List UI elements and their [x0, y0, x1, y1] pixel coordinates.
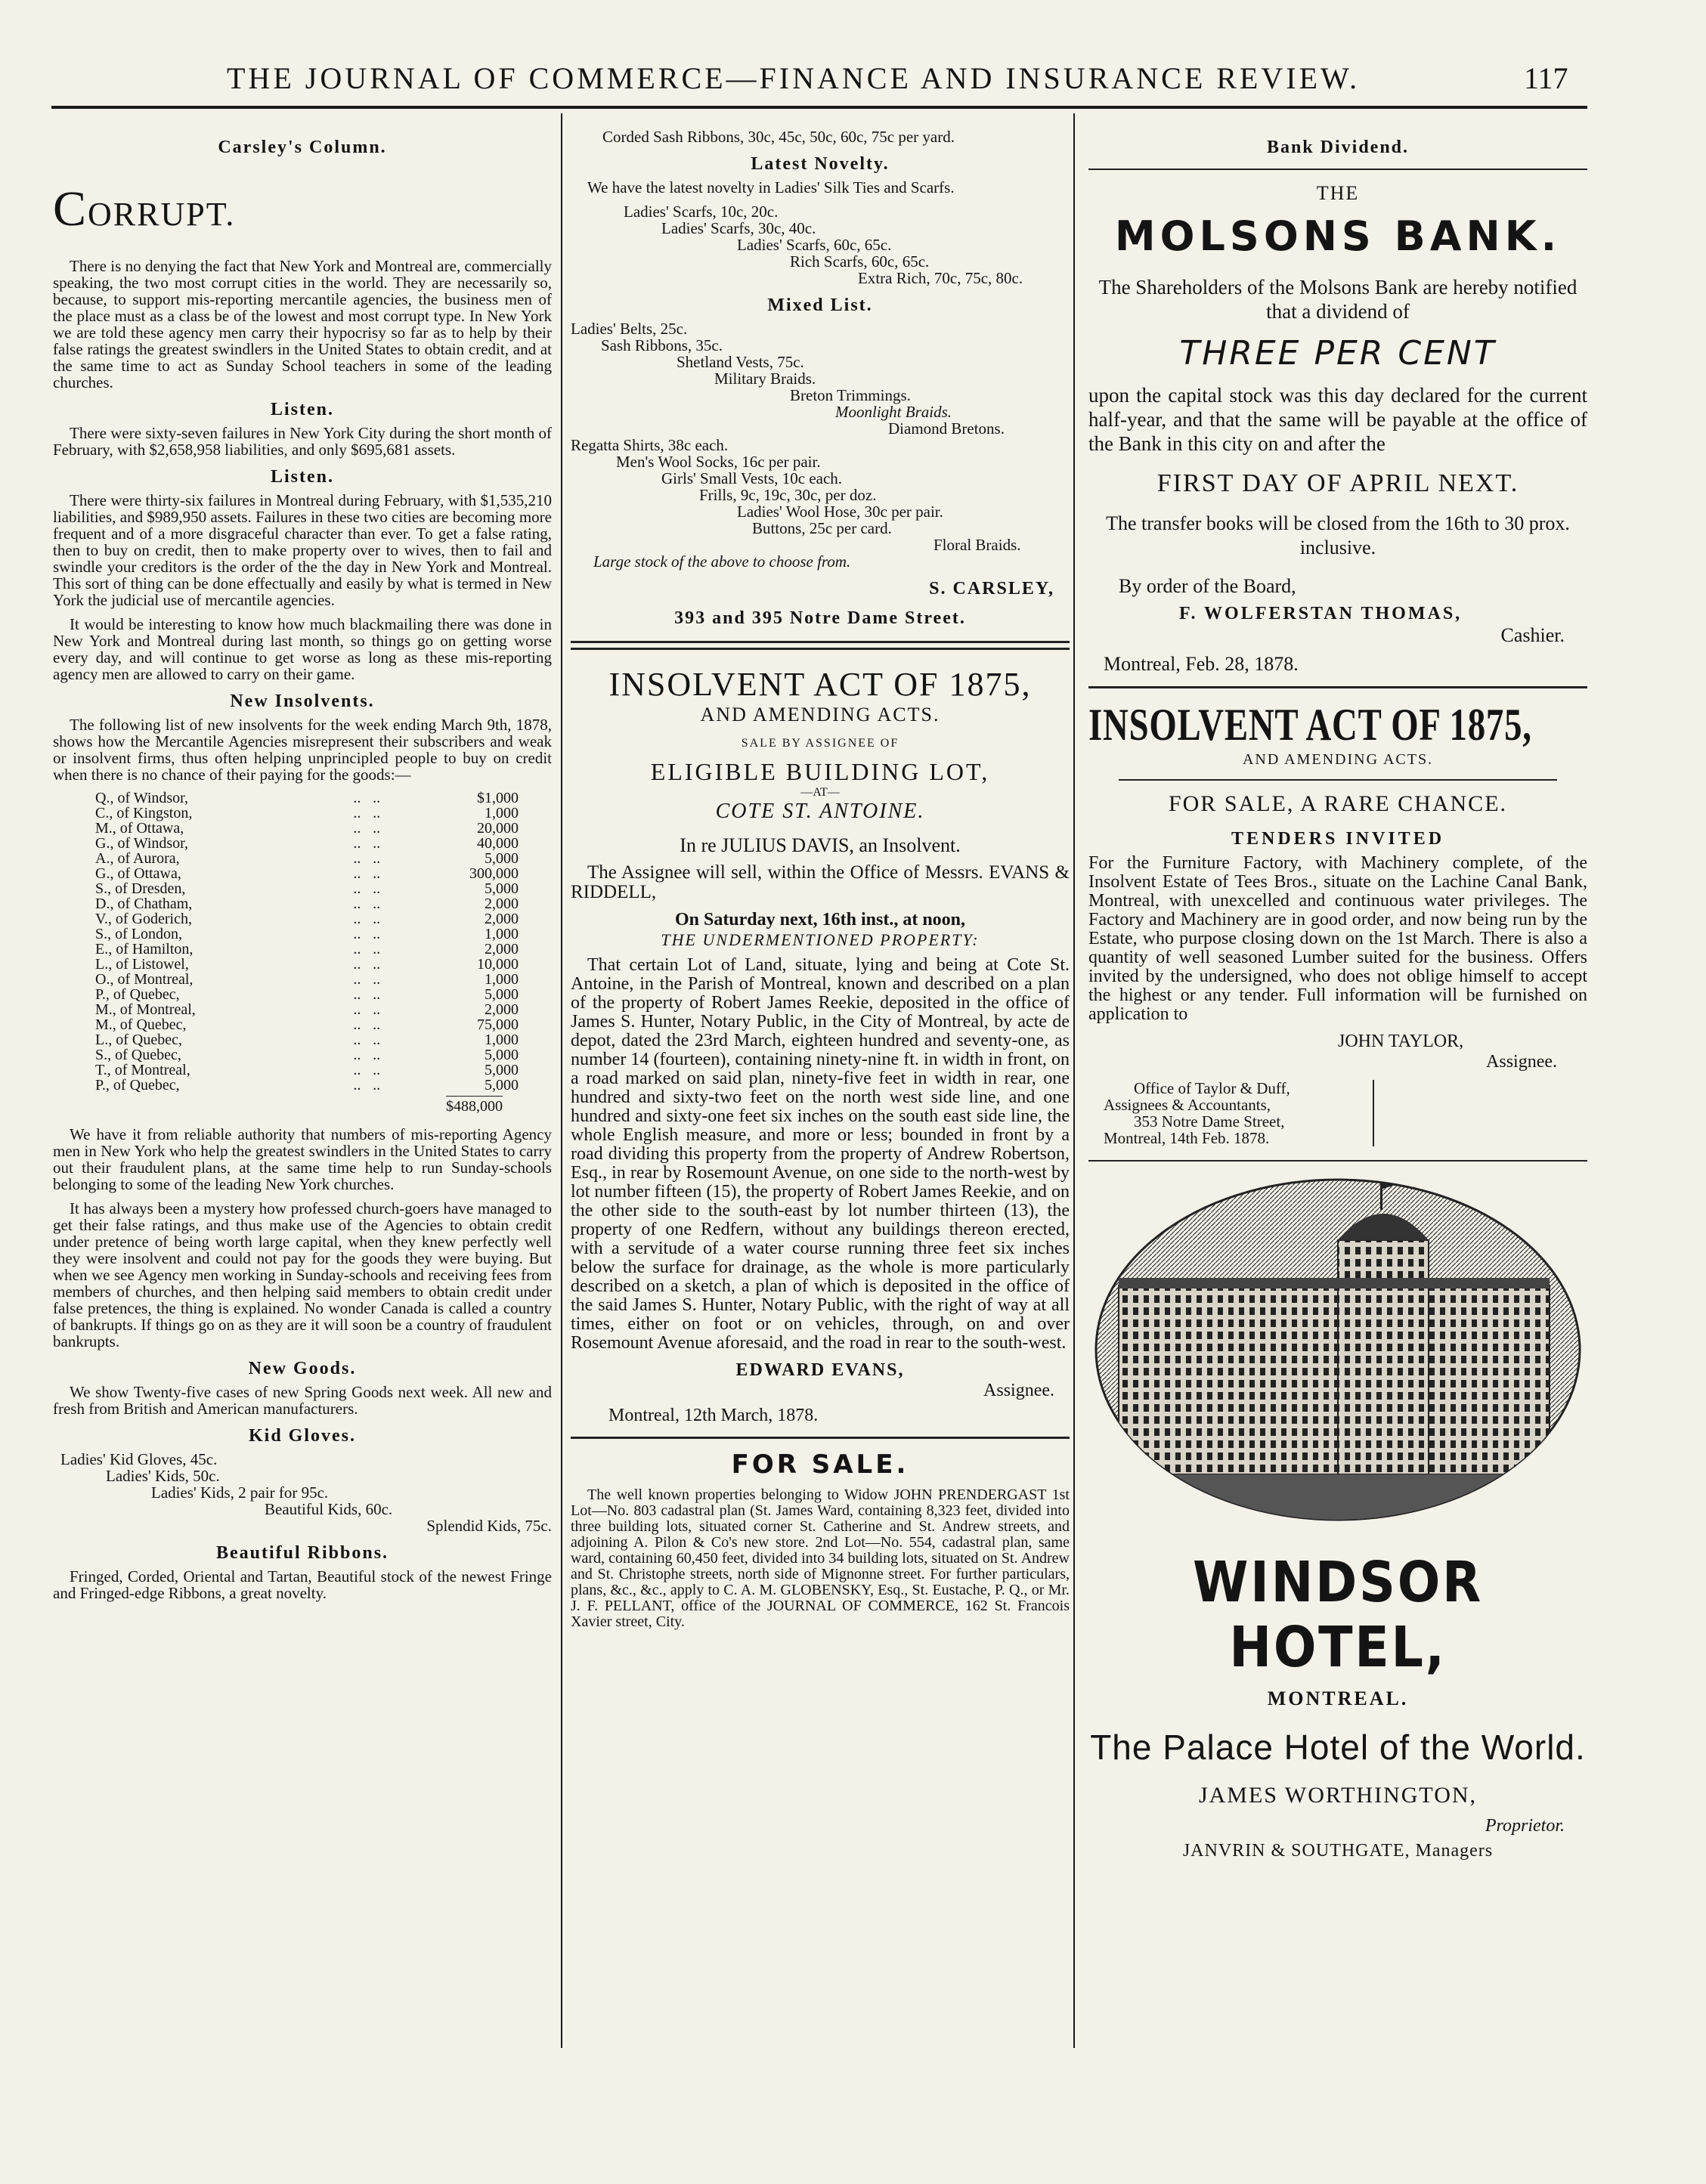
- insolvent-name: S., of Dresden,: [95, 880, 186, 897]
- insolvent-row: [95, 911, 519, 926]
- montreal-label: MONTREAL.: [1267, 1687, 1409, 1709]
- corded-ribbons: Corded Sash Ribbons, 30c, 45c, 50c, 60c, 75c per yard.: [602, 128, 955, 146]
- insolvent-act-title-right: INSOLVENT ACT OF 1875,: [1088, 700, 1532, 750]
- insolvent-name: O., of Montreal,: [95, 971, 194, 988]
- corrupt-paragraph: There is no denying the fact that New York and Montreal are, commercially speaking, the two most corrupt cities in the world. They are necessarily so, because, to support mis-reporting mercantile agencies, the business men of the place must as a class be of the lowest and most corrupt type. In New York we are told these agency men carry their hypocrisy so far as to help by their false ratings the greatest swindlers in the United States to obtain credit, and at the same time to act as Sunday School teachers in some of the leading churches.: [53, 257, 552, 391]
- mixed-line-11: Frills, 9c, 19c, 30c, per doz.: [699, 486, 877, 504]
- double-rule: [571, 641, 1070, 650]
- leader-dots: ..: [373, 986, 381, 1003]
- assignee-label: Assignee.: [983, 1381, 1054, 1400]
- insolvent-amount: 1,000: [485, 1032, 519, 1048]
- column-middle: [571, 128, 1070, 1638]
- insolvent-row: [95, 1032, 519, 1047]
- leader-dots: ..: [353, 1077, 361, 1094]
- mixed-line-1: Ladies' Belts, 25c.: [571, 320, 688, 338]
- kid-gloves-line-3: Ladies' Kids, 2 pair for 95c.: [151, 1483, 329, 1502]
- on-saturday: On Saturday next, 16th inst., at noon,: [674, 910, 966, 930]
- insolvent-row: [95, 790, 519, 806]
- hotel-rule: [1088, 1160, 1587, 1162]
- insolvent-row: [95, 1063, 519, 1078]
- carsley-signer: S. CARSLEY,: [929, 579, 1054, 599]
- undermentioned-property: THE UNDERMENTIONED PROPERTY:: [661, 930, 980, 949]
- insolvent-amount: 2,000: [485, 896, 519, 912]
- eligible-lot: ELIGIBLE BUILDING LOT,: [650, 758, 990, 785]
- for-sale-rule: [571, 1437, 1070, 1439]
- transfer-books: The transfer books will be closed from the 16th to 30 prox. inclusive.: [1106, 512, 1570, 558]
- column-left: [53, 128, 552, 1609]
- taylor-duff-address: [1104, 1080, 1374, 1146]
- land-description: That certain Lot of Land, situate, lying and being at Cote St. Antoine, in the Parish of Montreal, known and described on a plan of the property of Robert James Reekie, deposited in the office of James S. Hunter, Notary Public, in the City of Montreal, by acte de depot, dated the 23rd March, eighteen hundred and seventy-one, as number 14 (fourteen), containing ninety-nine ft. in width in front, on a road marked on said plan, ninety-five feet in width in rear, one hundred and sixty-two feet on the north west side line, and one hundred and sixty-one feet six inches on the south east side line, the whole English measure, and more or less; bounded in front by a road dividing this property from the property of Andrew Robertson, Esq., in rear by Rosemount Avenue, on one side to the north-west by lot number fifteen (15), the property of Robert James Reekie, and on the other side to the south-east by lot number thirteen (13), the property of one Redfern, without any buildings thereon erected, with a servitude of a water course running three feet six inches below the surface for drainage, as the whole is more particularly described on a sketch, a plan of which is deposited in the office of the said James S. Hunter, Notary Public, with the right of way at all times, either on foot or on vehicles, through, on and over Rosemount Avenue aforesaid, and the road in rear to the south-west.: [571, 955, 1070, 1353]
- leader-dots: ..: [373, 941, 381, 957]
- leader-dots: ..: [373, 1077, 381, 1094]
- mixed-line-13: Buttons, 25c per card.: [752, 519, 892, 537]
- agency-paragraph: We have it from reliable authority that numbers of mis-reporting Agency men in New York who help the greatest swindlers in the United States to carry out their fraudulent plans, at the same time help to run Sunday-schools belonging to some of the leading New York churches.: [53, 1125, 552, 1193]
- three-per-cent: THREE PER CENT: [1179, 334, 1497, 373]
- leader-dots: ..: [373, 1062, 381, 1078]
- amending-acts: AND AMENDING ACTS.: [700, 704, 940, 725]
- mixed-line-6: Moonlight Braids.: [835, 403, 952, 421]
- leader-dots: ..: [353, 941, 361, 957]
- cote-st-antoine: COTE ST. ANTOINE.: [715, 800, 925, 823]
- leader-dots: ..: [353, 850, 361, 867]
- mixed-line-12: Ladies' Wool Hose, 30c per pair.: [737, 503, 943, 521]
- windsor-hotel-title: WINDSOR HOTEL,: [1192, 1550, 1484, 1680]
- montreal-12-march: Montreal, 12th March, 1878.: [608, 1406, 819, 1425]
- leader-dots: ..: [373, 880, 381, 897]
- furniture-factory: For the Furniture Factory, with Machinery complete, of the Insolvent Estate of Tees Bros., situate on the Lachine Canal Bank, Montreal, with unexcelled and continuous water privileges. The Factory and Machinery are in good order, and now being run by the Estate, who purpose closing down on the 1st March. There is also a quantity of well seasoned Lumber suited for the business. Offers invited by the undersigned, who does not oblige himself to accept the highest or any tender. Full information will be furnished on application to: [1088, 853, 1587, 1024]
- insolvent-name: D., of Chatham,: [95, 896, 193, 912]
- insolvent-amount: 5,000: [485, 1077, 519, 1094]
- leader-dots: ..: [353, 805, 361, 821]
- insolvent-row: [95, 942, 519, 957]
- leader-dots: ..: [373, 1001, 381, 1018]
- leader-dots: ..: [373, 1016, 381, 1033]
- address-line-4: Montreal, 14th Feb. 1878.: [1104, 1129, 1270, 1147]
- page-number: 117: [1524, 61, 1568, 95]
- leader-dots: ..: [373, 865, 381, 882]
- insolvent-row: [95, 881, 519, 896]
- leader-dots: ..: [373, 926, 381, 942]
- insolvent-name: G., of Windsor,: [95, 835, 189, 852]
- insolvents-intro: The following list of new insolvents for the week ending March 9th, 1878, shows how the Mercantile Agencies misrepresent their subscribers and weak or insolvent firms, thus often helping unprincipled people to buy on credit when there is no chance of their paying for the goods:—: [53, 716, 552, 784]
- leader-dots: ..: [353, 880, 361, 897]
- ribbons-paragraph: Fringed, Corded, Oriental and Tartan, Beautiful stock of the newest Fringe and Fringed-edge Ribbons, a great novelty.: [53, 1567, 552, 1602]
- leader-dots: ..: [353, 835, 361, 852]
- rare-rule: [1119, 779, 1557, 781]
- insolvent-row: [95, 866, 519, 881]
- insolvent-amount: 2,000: [485, 941, 519, 957]
- corrupt-initial: C: [53, 181, 88, 237]
- journal-title: THE JOURNAL OF COMMERCE—FINANCE AND INSURANCE REVIEW.: [227, 61, 1361, 95]
- insolvent-row: [95, 1047, 519, 1063]
- header-rule: [51, 106, 1587, 109]
- insolvent-amount: 75,000: [477, 1016, 519, 1033]
- assignee-will-sell: The Assignee will sell, within the Office of Messrs. EVANS & RIDDELL,: [571, 862, 1070, 902]
- leader-dots: ..: [373, 1032, 381, 1048]
- insolvent-row: [95, 926, 519, 942]
- leader-dots: ..: [353, 956, 361, 973]
- insolvent-name: M., of Montreal,: [95, 1001, 196, 1018]
- insolvent-name: P., of Quebec,: [95, 986, 180, 1003]
- insolvent-row: [95, 821, 519, 836]
- leader-dots: ..: [373, 850, 381, 867]
- insolvent-name: L., of Listowel,: [95, 956, 189, 973]
- address-line-2: Assignees & Accountants,: [1104, 1096, 1271, 1114]
- proprietor-label: Proprietor.: [1485, 1816, 1565, 1836]
- leader-dots: ..: [373, 971, 381, 988]
- insolvent-name: P., of Quebec,: [95, 1077, 180, 1094]
- insolvent-row: [95, 972, 519, 987]
- insolvent-name: E., of Hamilton,: [95, 941, 194, 957]
- mystery-paragraph: It has always been a mystery how professed church-goers have managed to get their false ratings, and thus make use of the Agencies to obtain credit under pretence of being worth large capital, when they knew perfectly well they were insolvent and could not pay for the goods they were buying. But when we see Agency men working in Sunday-schools and receiving fees from members of churches, and then helping said members to obtain credit under false pretences, the thing is explained. No wonder Canada is called a country of bankrupts. If things go on as they are it will soon be a country of fraudulent bankrupts.: [53, 1199, 552, 1350]
- address-line-3: 353 Notre Dame Street,: [1134, 1112, 1285, 1131]
- novelty-line-4: Rich Scarfs, 60c, 65c.: [790, 252, 930, 271]
- leader-dots: ..: [353, 926, 361, 942]
- first-day-april: FIRST DAY OF APRIL NEXT.: [1156, 469, 1519, 497]
- mixed-line-15: Large stock of the above to choose from.: [593, 552, 851, 571]
- novelty-line-1: Ladies' Scarfs, 10c, 20c.: [624, 203, 779, 221]
- leader-dots: ..: [353, 820, 361, 837]
- insolvent-amount: 5,000: [485, 1047, 519, 1063]
- sale-by-assignee: SALE BY ASSIGNEE OF: [741, 737, 899, 750]
- beautiful-ribbons-heading: Beautiful Ribbons.: [215, 1543, 389, 1563]
- corrupt-rest: ORRUPT.: [88, 196, 236, 233]
- leader-dots: ..: [353, 911, 361, 927]
- for-sale-body: The well known properties belonging to Widow JOHN PRENDERGAST 1st Lot—No. 803 cadastral plan (St. James Ward, containing 8,323 feet, divided into three building lots, situated corner St. Catherine and St. Andrew streets, and adjoining A. Pilon & Co's new store. 2nd Lot—No. 554, cadastral plan, same ward, containing 60,450 feet, divided into 34 building lots, situated on St. Andrew and St. Christophe streets, north side of Mignonne street. For further particulars, plans, &c., &c., apply to C. A. M. GLOBENSKY, Esq., St. Eustache, P. Q., or Mr. J. F. PELLANT, office of the JOURNAL OF COMMERCE, 162 St. Francois Xavier street, City.: [571, 1486, 1070, 1630]
- insolvent-name: C., of Kingston,: [95, 805, 193, 821]
- mixed-list-heading: Mixed List.: [767, 295, 873, 315]
- kid-gloves-line-1: Ladies' Kid Gloves, 45c.: [60, 1450, 218, 1468]
- insolvent-amount: 20,000: [477, 820, 519, 837]
- in-re-davis: In re JULIUS DAVIS, an Insolvent.: [680, 834, 961, 856]
- new-insolvents-heading: New Insolvents.: [230, 691, 375, 711]
- kid-gloves-line-5: Splendid Kids, 75c.: [426, 1517, 552, 1535]
- blackmail-paragraph: It would be interesting to know how much blackmailing there was done in New York and Montreal during last month, so things go on getting worse every day, and will continue to get worse as long as these mis-reporting agency men are allowed to carry on their game.: [53, 615, 552, 683]
- by-order: By order of the Board,: [1119, 575, 1296, 597]
- james-worthington: JAMES WORTHINGTON,: [1198, 1783, 1478, 1808]
- leader-dots: ..: [373, 1047, 381, 1063]
- amending-acts-right: AND AMENDING ACTS.: [1242, 751, 1434, 768]
- insolvent-rule: [1088, 686, 1587, 688]
- kid-gloves-line-2: Ladies' Kids, 50c.: [106, 1467, 220, 1485]
- novelty-line-5: Extra Rich, 70c, 75c, 80c.: [858, 269, 1023, 287]
- insolvent-name: V., of Goderich,: [95, 911, 192, 927]
- leader-dots: ..: [373, 805, 381, 821]
- insolvent-row: [95, 851, 519, 866]
- leader-dots: ..: [353, 1001, 361, 1018]
- insolvent-row: [95, 1017, 519, 1032]
- leader-dots: ..: [373, 896, 381, 912]
- kid-gloves-line-4: Beautiful Kids, 60c.: [265, 1500, 393, 1518]
- mixed-line-5: Breton Trimmings.: [790, 386, 911, 404]
- leader-dots: ..: [373, 835, 381, 852]
- insolvent-act-title: INSOLVENT ACT OF 1875,: [608, 666, 1032, 703]
- mixed-line-3: Shetland Vests, 75c.: [677, 353, 804, 371]
- leader-dots: ..: [373, 790, 381, 806]
- insolvent-name: S., of Quebec,: [95, 1047, 181, 1063]
- bank-dividend-heading: Bank Dividend.: [1266, 138, 1410, 157]
- leader-dots: ..: [373, 911, 381, 927]
- mixed-line-8: Regatta Shirts, 38c each.: [571, 436, 729, 454]
- insolvent-name: G., of Ottawa,: [95, 865, 181, 882]
- insolvent-amount: 5,000: [485, 986, 519, 1003]
- upon-capital: upon the capital stock was this day declared for the current half-year, and that the same will be payable at the office of the Bank in this city on and after the: [1088, 384, 1587, 455]
- insolvent-row: [95, 1002, 519, 1017]
- mixed-line-2: Sash Ribbons, 35c.: [601, 336, 723, 354]
- at-divider: —AT—: [800, 786, 840, 799]
- insolvent-name: Q., of Windsor,: [95, 790, 189, 806]
- leader-dots: ..: [353, 1032, 361, 1048]
- insolvent-name: T., of Montreal,: [95, 1062, 190, 1078]
- insolvent-row: [95, 896, 519, 911]
- mixed-line-14: Floral Braids.: [934, 536, 1021, 554]
- insolvent-row: [95, 806, 519, 821]
- insolvent-name: A., of Aurora,: [95, 850, 180, 867]
- listen-heading-2: Listen.: [270, 467, 334, 487]
- ny-failures-paragraph: There were sixty-seven failures in New York City during the short month of February, with $2,658,958 liabilities, and only $695,681 assets.: [53, 424, 552, 459]
- insolvent-amount: 40,000: [477, 835, 519, 852]
- insolvent-name: L., of Quebec,: [95, 1032, 182, 1048]
- insolvent-amount: 1,000: [485, 971, 519, 988]
- insolvent-amount: 2,000: [485, 1001, 519, 1018]
- address-line-1: Office of Taylor & Duff,: [1134, 1079, 1290, 1097]
- new-goods-heading: New Goods.: [248, 1359, 357, 1378]
- listen-heading-1: Listen.: [270, 400, 334, 419]
- john-taylor: JOHN TAYLOR,: [1338, 1032, 1464, 1051]
- insolvent-amount: 10,000: [477, 956, 519, 973]
- the-label: THE: [1316, 182, 1360, 204]
- cashier-label: Cashier.: [1500, 624, 1565, 646]
- carsley-address: 393 and 395 Notre Dame Street.: [674, 608, 966, 628]
- windsor-hotel-engraving: [1088, 1172, 1587, 1527]
- mixed-line-10: Girls' Small Vests, 10c each.: [661, 469, 843, 487]
- leader-dots: ..: [353, 986, 361, 1003]
- tenders-invited: TENDERS INVITED: [1231, 829, 1445, 849]
- john-assignee: Assignee.: [1486, 1052, 1557, 1072]
- shareholders-notice: The Shareholders of the Molsons Bank are hereby notified that a dividend of: [1098, 276, 1578, 323]
- leader-dots: ..: [353, 1016, 361, 1033]
- montreal-failures-paragraph: There were thirty-six failures in Montreal during February, with $1,535,210 liabilities, and $989,950 assets. Failures in these two cities are becoming more frequent and of a more disgraceful character than ever. To get a false rating, then to buy on credit, then to make property over to wives, then to fail and swindle your creditors is the order of the the day in New York and Montreal. This sort of thing can be done effectually and easily by what is termed in New York the judicial use of mercantile agencies.: [53, 491, 552, 609]
- latest-novelty-intro: We have the latest novelty in Ladies' Silk Ties and Scarfs.: [587, 178, 955, 196]
- mixed-line-7: Diamond Bretons.: [888, 419, 1005, 438]
- montreal-feb-28: Montreal, Feb. 28, 1878.: [1104, 653, 1299, 675]
- insolvent-row: [95, 836, 519, 851]
- insolvent-name: S., of London,: [95, 926, 182, 942]
- latest-novelty-heading: Latest Novelty.: [751, 154, 890, 174]
- leader-dots: ..: [373, 820, 381, 837]
- insolvent-row: [95, 1078, 519, 1093]
- insolvent-amount: 5,000: [485, 880, 519, 897]
- insolvent-amount: 5,000: [485, 1062, 519, 1078]
- new-goods-paragraph: We show Twenty-five cases of new Spring Goods next week. All new and fresh from British and American manufacturers.: [53, 1383, 552, 1418]
- rare-chance: FOR SALE, A RARE CHANCE.: [1168, 791, 1508, 816]
- carsley-column-heading: Carsley's Column.: [218, 138, 387, 157]
- insolvent-row: [95, 987, 519, 1002]
- mixed-line-4: Military Braids.: [714, 370, 816, 388]
- insolvent-amount: $1,000: [477, 790, 519, 806]
- corrupt-heading: [53, 181, 552, 238]
- column-right: [1088, 128, 1587, 1861]
- wolferstan-thomas: F. WOLFERSTAN THOMAS,: [1179, 604, 1463, 623]
- leader-dots: ..: [353, 1062, 361, 1078]
- insolvent-name: M., of Ottawa,: [95, 820, 184, 837]
- column-divider-1: [561, 113, 562, 2048]
- column-divider-2: [1073, 113, 1075, 2048]
- insolvent-amount: 1,000: [485, 805, 519, 821]
- for-sale-heading: FOR SALE.: [731, 1449, 909, 1480]
- mixed-line-9: Men's Wool Socks, 16c per pair.: [616, 453, 821, 471]
- insolvent-amount: 2,000: [485, 911, 519, 927]
- leader-dots: ..: [373, 956, 381, 973]
- edward-evans: EDWARD EVANS,: [735, 1360, 905, 1380]
- novelty-line-3: Ladies' Scarfs, 60c, 65c.: [737, 236, 892, 254]
- leader-dots: ..: [353, 1047, 361, 1063]
- leader-dots: ..: [353, 865, 361, 882]
- insolvent-amount: 300,000: [469, 865, 519, 882]
- insolvent-row: [95, 957, 519, 972]
- novelty-line-2: Ladies' Scarfs, 30c, 40c.: [661, 219, 816, 237]
- molsons-bank: MOLSONS BANK.: [1114, 212, 1562, 260]
- palace-hotel-tagline: The Palace Hotel of the World.: [1090, 1728, 1586, 1767]
- bank-rule: [1088, 169, 1587, 170]
- insolvent-name: M., of Quebec,: [95, 1016, 187, 1033]
- insolvents-table: [95, 790, 519, 1093]
- leader-dots: ..: [353, 971, 361, 988]
- kid-gloves-heading: Kid Gloves.: [248, 1426, 356, 1446]
- leader-dots: ..: [353, 790, 361, 806]
- insolvent-amount: 5,000: [485, 850, 519, 867]
- leader-dots: ..: [353, 896, 361, 912]
- insolvents-total: $488,000: [446, 1096, 503, 1115]
- insolvent-amount: 1,000: [485, 926, 519, 942]
- janvrin-southgate: JANVRIN & SOUTHGATE, Managers: [1182, 1841, 1494, 1861]
